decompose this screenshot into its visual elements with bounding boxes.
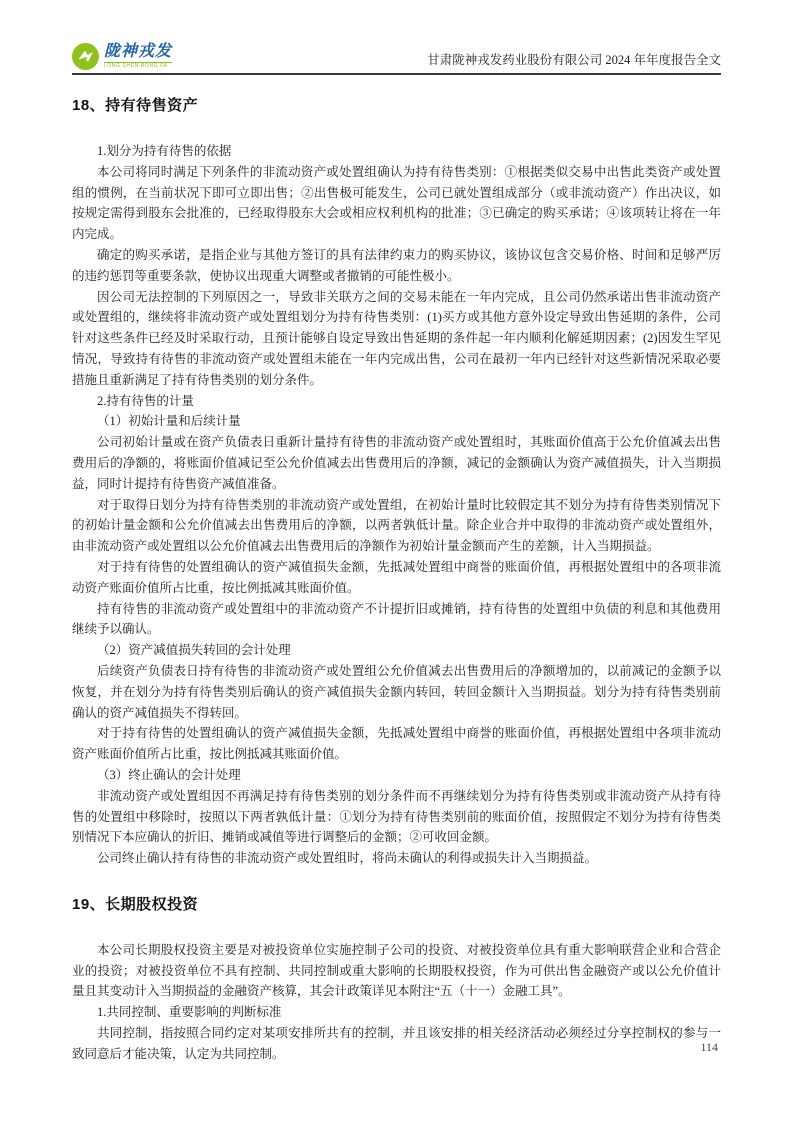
paragraph: 对于持有待售的处置组确认的资产减值损失金额，先抵减处置组中商誉的账面价值，再根据处置组中各项非流动资产账面价值所占比重，按比例抵减其账面价值。 — [72, 726, 721, 762]
section-assets-held-for-sale — [72, 94, 721, 869]
logo-bird-icon — [72, 43, 99, 70]
report-header-title: 甘肃陇神戎发药业股份有限公司 2024 年年度报告全文 — [427, 53, 721, 67]
paragraph: 共同控制，指按照合同约定对某项安排所共有的控制，并且该安排的相关经济活动必须经过分享控制权的参与一致同意后才能决策，认定为共同控制。 — [72, 1026, 721, 1061]
paragraph: 非流动资产或处置组因不再满足持有待售类别的划分条件而不再继续划分为持有待售类别或非流动资产从持有待售的处置组中移除时，按照以下两者孰低计量：①划分为持有待售类别前的账面价值，按照假定不划分为持有待售类别情况下本应确认的折旧、摊销或减值等进行调整后的金额；②可收回金额。 — [72, 788, 721, 845]
paragraph: 持有待售的非流动资产或处置组中的非流动资产不计提折旧或摊销，持有待售的处置组中负债的利息和其他费用继续予以确认。 — [72, 601, 721, 637]
paragraph: 对于取得日划分为持有待售类别的非流动资产或处置组，在初始计量时比较假定其不划分为持有待售类别情况下的初始计量金额和公允价值减去出售费用后的净额，以两者孰低计量。除企业合并中取得的非流动资产或处置组外，由非流动资产或处置组以公允价值减去出售费用后的净额作为初始计量金额而产生的差额，计入当期损益。 — [72, 497, 721, 554]
paragraph: 因公司无法控制的下列原因之一，导致非关联方之间的交易未能在一年内完成，且公司仍然承诺出售非流动资产或处置组的，继续将非流动资产或处置组划分为持有待售类别：(1)买方或其他方意外设定导致出售延期的条件，公司针对这些条件已经及时采取行动，且预计能够自设定导致出售延期的条件起一年内顺利化解延期因素；(2)因发生罕见情况，导致持有待售的非流动资产或处置组未能在一年内完成出售，公司在最初一年内已经针对这些新情况采取必要措施且重新满足了持有待售类别的划分条件。 — [72, 289, 721, 387]
paragraph: （1）初始计量和后续计量 — [97, 414, 241, 429]
paragraph: 2.持有待售的计量 — [97, 393, 194, 408]
paragraph: 1.划分为持有待售的依据 — [97, 144, 232, 158]
paragraph: 本公司长期股权投资主要是对被投资单位实施控制子公司的投资、对被投资单位具有重大影响联营企业和合营企业的投资；对被投资单位不具有控制、共同控制或重大影响的长期股权投资，作为可供出售金融资产或以公允价值计量且其变动计入当期损益的金融资产核算，其会计政策详见本附注“五（十一）金融工具”。 — [72, 942, 721, 999]
section-19-heading: 19、长期股权投资 — [72, 895, 199, 913]
paragraph: 对于持有待售的处置组确认的资产减值损失金额，先抵减处置组中商誉的账面价值，再根据处置组中的各项非流动资产账面价值所占比重，按比例抵减其账面价值。 — [72, 559, 721, 595]
section-18-heading: 18、持有待售资产 — [72, 97, 199, 114]
company-logo — [72, 43, 172, 70]
paragraph: 公司终止确认持有待售的非流动资产或处置组时，将尚未确认的利得或损失计入当期损益。 — [97, 851, 598, 866]
logo-company-name-en: LONG SHEN RONG FA — [104, 62, 172, 69]
paragraph: 公司初始计量或在资产负债表日重新计量持有待售的非流动资产或处置组时，其账面价值高于公允价值减去出售费用后的净额的，将账面价值减记至公允价值减去出售费用后的净额，减记的金额确认为资产减值损失，计入当期损益，同时计提持有待售资产减值准备。 — [72, 435, 721, 491]
page-header — [72, 0, 721, 75]
report-page — [72, 0, 721, 1122]
logo-company-name: 陇神戎发 — [104, 43, 173, 60]
paragraph: （2）资产减值损失转回的会计处理 — [97, 643, 291, 658]
logo-text — [104, 44, 172, 69]
document-body — [72, 94, 721, 1065]
paragraph: 1.共同控制、重要影响的判断标准 — [97, 1005, 282, 1020]
paragraph: （3）终止确认的会计处理 — [97, 767, 241, 782]
page-number: 114 — [700, 1040, 718, 1054]
paragraph: 确定的购买承诺，是指企业与其他方签订的具有法律约束力的购买协议，该协议包含交易价格、时间和足够严厉的违约惩罚等重要条款，使协议出现重大调整或者撤销的可能性极小。 — [72, 247, 721, 283]
paragraph: 本公司将同时满足下列条件的非流动资产或处置组确认为持有待售类别：①根据类似交易中出售此类资产或处置组的惯例，在当前状况下即可立即出售；②出售极可能发生，公司已就处置组成部分（或非流动资产）作出决议，如按规定需得到股东会批准的，已经取得股东大会或相应权利机构的批准；③已确定的购买承诺；④该项转让将在一年内完成。 — [72, 164, 721, 242]
section-long-term-equity-investment — [72, 893, 721, 1065]
paragraph: 后续资产负债表日持有待售的非流动资产或处置组公允价值减去出售费用后的净额增加的，以前减记的金额予以恢复，并在划分为持有待售类别后确认的资产减值损失金额内转回，转回金额计入当期损益。划分为持有待售类别前确认的资产减值损失不得转回。 — [72, 663, 721, 720]
